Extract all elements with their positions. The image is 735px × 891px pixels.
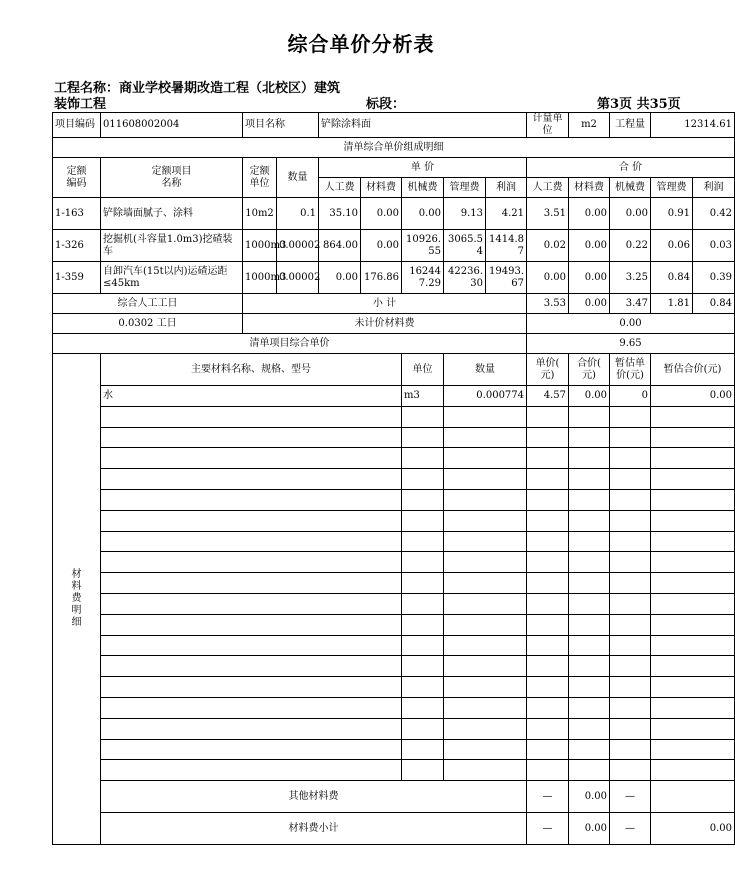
mat-qty: [444, 469, 527, 490]
mat-unit: [402, 448, 444, 469]
mat-total: [569, 760, 610, 781]
mat-unit: m3: [402, 386, 444, 407]
mat-total: [569, 656, 610, 677]
material-row: [53, 677, 735, 698]
mat-qty: 0.000774: [444, 386, 527, 407]
mat-est-total: [651, 656, 735, 677]
mat-qty: [444, 677, 527, 698]
mat-qty: [444, 531, 527, 552]
mat-name: [101, 635, 402, 656]
mat-est-total: [651, 489, 735, 510]
mat-qty: [444, 593, 527, 614]
mat-total: [569, 448, 610, 469]
mat-price: [527, 593, 569, 614]
material-row: [53, 718, 735, 739]
mat-est-total: [651, 614, 735, 635]
mat-est-price: [610, 531, 651, 552]
item-code: 011608002004: [101, 113, 243, 138]
material-row: [53, 489, 735, 510]
mat-name: [101, 427, 402, 448]
mat-est-price: [610, 510, 651, 531]
mat-unit: [402, 531, 444, 552]
side-label-char: 材: [71, 569, 82, 581]
unit-price-cell: 162447.29: [402, 262, 444, 294]
mat-est-price: [610, 489, 651, 510]
sub-col-header: 利润: [486, 178, 527, 198]
mat-est-total: [651, 427, 735, 448]
mat-est-total: [651, 635, 735, 656]
total-price-group: 合 价: [527, 158, 735, 178]
quota-name: 铲除墙面腻子、涂料: [101, 198, 243, 230]
unit-price-cell: 4.21: [486, 198, 527, 230]
mat-qty: [444, 739, 527, 760]
mat-est-price: [610, 593, 651, 614]
unpriced-value: 0.00: [527, 314, 735, 334]
material-subtotal-est-price: —: [610, 813, 651, 845]
mat-est-total: [651, 739, 735, 760]
item-unit-price-label: 清单项目综合单价: [53, 334, 527, 354]
unit-price-row: [53, 334, 735, 354]
mat-name: [101, 489, 402, 510]
other-material-row: [53, 781, 735, 813]
mat-qty: [444, 489, 527, 510]
mat-qty: [444, 510, 527, 531]
material-row: [53, 635, 735, 656]
material-subtotal-price: —: [527, 813, 569, 845]
total-price-cell: 0.42: [693, 198, 735, 230]
mat-name: [101, 718, 402, 739]
mat-col-total: 合价( 元): [569, 354, 610, 386]
total-price-cell: 0.00: [569, 262, 610, 294]
sub-col-header: 机械费: [402, 178, 444, 198]
detail-row: [53, 262, 735, 294]
mat-total: [569, 614, 610, 635]
item-name: 铲除涂料面: [319, 113, 527, 138]
material-row: [53, 573, 735, 594]
quota-code: 1-326: [53, 230, 101, 262]
quota-qty: 0.1: [277, 198, 319, 230]
mat-est-price: [610, 697, 651, 718]
item-unit-price-value: 9.65: [527, 334, 735, 354]
materials-header-row: [53, 354, 735, 386]
analysis-table: [52, 112, 735, 845]
mat-unit: [402, 656, 444, 677]
material-row: [53, 593, 735, 614]
mat-est-price: [610, 427, 651, 448]
side-label-char: 明: [71, 605, 82, 617]
mat-est-price: [610, 677, 651, 698]
total-price-cell: 3.25: [610, 262, 651, 294]
mat-price: [527, 552, 569, 573]
mat-price: [527, 677, 569, 698]
subtotal-cell: 3.47: [610, 294, 651, 314]
section-label: 标段：: [366, 97, 406, 112]
mat-total: [569, 552, 610, 573]
subtotal-cell: 1.81: [651, 294, 693, 314]
mat-name: [101, 448, 402, 469]
mat-col-name: 主要材料名称、规格、型号: [101, 354, 402, 386]
unit-price-cell: 0.00: [361, 230, 402, 262]
unit-price-cell: 176.86: [361, 262, 402, 294]
material-subtotal-total: 0.00: [569, 813, 610, 845]
unit-price-cell: 0.00: [402, 198, 444, 230]
mat-total: [569, 406, 610, 427]
item-name-label: 项目名称: [243, 113, 319, 138]
material-row: [53, 656, 735, 677]
mat-est-total: [651, 593, 735, 614]
col-quota-name: 定额项目 名称: [101, 158, 243, 198]
mat-name: [101, 614, 402, 635]
quota-unit: 1000m3: [243, 262, 277, 294]
mat-qty: [444, 760, 527, 781]
mat-unit: [402, 427, 444, 448]
mat-est-price: [610, 718, 651, 739]
total-price-cell: 0.03: [693, 230, 735, 262]
mat-est-total: [651, 677, 735, 698]
mat-qty: [444, 448, 527, 469]
mat-est-price: [610, 573, 651, 594]
mat-unit: [402, 406, 444, 427]
item-info-row: [53, 113, 735, 138]
total-price-cell: 0.06: [651, 230, 693, 262]
mat-qty: [444, 656, 527, 677]
material-row: [53, 510, 735, 531]
unit-price-cell: 0.00: [319, 262, 361, 294]
mat-est-total: [651, 448, 735, 469]
mat-est-total: [651, 510, 735, 531]
item-code-label: 项目编码: [53, 113, 101, 138]
mat-price: [527, 656, 569, 677]
mat-price: 4.57: [527, 386, 569, 407]
mat-price: [527, 718, 569, 739]
unit-price-cell: 42236.30: [444, 262, 486, 294]
mat-est-total: [651, 760, 735, 781]
sub-col-header: 材料费: [361, 178, 402, 198]
mat-total: [569, 677, 610, 698]
mat-est-price: [610, 448, 651, 469]
mat-col-qty: 数量: [444, 354, 527, 386]
side-label-char: 料: [71, 581, 82, 593]
material-row: [53, 552, 735, 573]
material-row: [53, 614, 735, 635]
mat-qty: [444, 718, 527, 739]
mat-est-price: [610, 739, 651, 760]
mat-price: [527, 697, 569, 718]
total-price-cell: 0.02: [527, 230, 569, 262]
mat-qty: [444, 406, 527, 427]
mat-est-price: [610, 656, 651, 677]
unit-value: m2: [569, 113, 610, 138]
mat-name: [101, 552, 402, 573]
mat-col-est-price: 暂估单 价(元): [610, 354, 651, 386]
mat-price: [527, 448, 569, 469]
material-subtotal-label: 材料费小计: [101, 813, 527, 845]
side-label-char: 费: [71, 593, 82, 605]
mat-qty: [444, 427, 527, 448]
other-material-total: 0.00: [569, 781, 610, 813]
mat-price: [527, 406, 569, 427]
mat-total: [569, 427, 610, 448]
sub-col-header: 人工费: [319, 178, 361, 198]
quota-name: 挖掘机(斗容量1.0m3)挖碴装车: [101, 230, 243, 262]
other-material-est-total: [651, 781, 735, 813]
quota-unit: 1000m3: [243, 230, 277, 262]
mat-est-price: [610, 635, 651, 656]
sub-col-header: 管理费: [444, 178, 486, 198]
mat-est-price: [610, 760, 651, 781]
total-price-cell: 0.84: [651, 262, 693, 294]
mat-price: [527, 635, 569, 656]
detail-row: [53, 198, 735, 230]
mat-unit: [402, 739, 444, 760]
other-material-price: —: [527, 781, 569, 813]
mat-name: [101, 739, 402, 760]
detail-section-title: 清单综合单价组成明细: [53, 138, 735, 158]
quota-name: 自卸汽车(15t以内)运碴运距≤45km: [101, 262, 243, 294]
mat-price: [527, 614, 569, 635]
mat-total: [569, 697, 610, 718]
page-title: 综合单价分析表: [287, 32, 435, 56]
mat-total: [569, 573, 610, 594]
mat-price: [527, 469, 569, 490]
col-quota-code: 定额 编码: [53, 158, 101, 198]
sub-col-header: 机械费: [610, 178, 651, 198]
mat-est-total: 0.00: [651, 386, 735, 407]
material-row: [53, 406, 735, 427]
material-row: [53, 531, 735, 552]
mat-est-total: [651, 469, 735, 490]
mat-name: [101, 593, 402, 614]
mat-est-price: 0: [610, 386, 651, 407]
mat-unit: [402, 760, 444, 781]
mat-est-total: [651, 697, 735, 718]
total-price-cell: 0.22: [610, 230, 651, 262]
mat-price: [527, 531, 569, 552]
material-row: [53, 697, 735, 718]
total-price-cell: 0.00: [610, 198, 651, 230]
material-row: [53, 739, 735, 760]
mat-qty: [444, 635, 527, 656]
mat-est-total: [651, 552, 735, 573]
unit-price-cell: 0.00: [361, 198, 402, 230]
material-row: [53, 760, 735, 781]
total-price-cell: 0.39: [693, 262, 735, 294]
material-subtotal-est-total: 0.00: [651, 813, 735, 845]
mat-price: [527, 760, 569, 781]
mat-unit: [402, 469, 444, 490]
sub-col-header: 利润: [693, 178, 735, 198]
mat-name: [101, 573, 402, 594]
mat-price: [527, 573, 569, 594]
total-price-cell: 3.51: [527, 198, 569, 230]
mat-name: [101, 697, 402, 718]
unit-price-cell: 35.10: [319, 198, 361, 230]
mat-qty: [444, 573, 527, 594]
mat-total: [569, 718, 610, 739]
mat-unit: [402, 718, 444, 739]
mat-price: [527, 739, 569, 760]
sub-col-header: 人工费: [527, 178, 569, 198]
mat-total: [569, 489, 610, 510]
mat-total: 0.00: [569, 386, 610, 407]
other-material-est-price: —: [610, 781, 651, 813]
mat-unit: [402, 635, 444, 656]
qty-label: 工程量: [610, 113, 651, 138]
mat-unit: [402, 677, 444, 698]
subtotal-row: [53, 294, 735, 314]
mat-name: 水: [101, 386, 402, 407]
mat-total: [569, 739, 610, 760]
mat-qty: [444, 614, 527, 635]
material-row: [53, 386, 735, 407]
mat-qty: [444, 697, 527, 718]
total-price-cell: 0.00: [527, 262, 569, 294]
col-quota-unit: 定额 单位: [243, 158, 277, 198]
mat-name: [101, 656, 402, 677]
unit-price-group: 单 价: [319, 158, 527, 178]
materials-side-label: [53, 354, 101, 845]
other-material-label: 其他材料费: [101, 781, 527, 813]
mat-name: [101, 510, 402, 531]
mat-col-unit: 单位: [402, 354, 444, 386]
mat-name: [101, 469, 402, 490]
mat-unit: [402, 593, 444, 614]
material-row: [53, 469, 735, 490]
mat-total: [569, 469, 610, 490]
mat-name: [101, 760, 402, 781]
sub-col-header: 管理费: [651, 178, 693, 198]
mat-est-price: [610, 614, 651, 635]
material-row: [53, 427, 735, 448]
mat-total: [569, 635, 610, 656]
mat-total: [569, 531, 610, 552]
mat-total: [569, 510, 610, 531]
quota-qty: 0.00002: [277, 262, 319, 294]
mat-qty: [444, 552, 527, 573]
mat-col-est-total: 暂估合价(元): [651, 354, 735, 386]
total-price-cell: 0.91: [651, 198, 693, 230]
mat-price: [527, 489, 569, 510]
mat-unit: [402, 573, 444, 594]
unit-price-cell: 19493.67: [486, 262, 527, 294]
labor-day-label: 综合人工工日: [53, 294, 243, 314]
unit-price-cell: 3065.54: [444, 230, 486, 262]
mat-total: [569, 593, 610, 614]
mat-unit: [402, 510, 444, 531]
quota-qty: 0.00002: [277, 230, 319, 262]
mat-est-price: [610, 469, 651, 490]
unpriced-row: [53, 314, 735, 334]
quota-unit: 10m2: [243, 198, 277, 230]
subtotal-cell: 0.84: [693, 294, 735, 314]
total-price-cell: 0.00: [569, 198, 610, 230]
detail-row: [53, 230, 735, 262]
mat-name: [101, 406, 402, 427]
mat-est-total: [651, 573, 735, 594]
material-row: [53, 448, 735, 469]
material-subtotal-row: [53, 813, 735, 845]
mat-est-price: [610, 406, 651, 427]
mat-name: [101, 531, 402, 552]
mat-unit: [402, 552, 444, 573]
mat-est-total: [651, 531, 735, 552]
unpriced-label: 未计价材料费: [243, 314, 527, 334]
qty-value: 12314.61: [651, 113, 735, 138]
mat-est-total: [651, 718, 735, 739]
quota-code: 1-163: [53, 198, 101, 230]
project-name-line1: 工程名称：商业学校暑期改造工程（北校区）建筑: [54, 81, 341, 96]
mat-name: [101, 677, 402, 698]
mat-unit: [402, 489, 444, 510]
subtotal-cell: 0.00: [569, 294, 610, 314]
unit-price-cell: 1414.87: [486, 230, 527, 262]
labor-day-value: 0.0302 工日: [53, 314, 243, 334]
mat-col-price: 单价( 元): [527, 354, 569, 386]
mat-est-price: [610, 552, 651, 573]
sub-col-header: 材料费: [569, 178, 610, 198]
col-qty: 数量: [277, 158, 319, 198]
mat-est-total: [651, 406, 735, 427]
mat-price: [527, 510, 569, 531]
subtotal-label: 小 计: [243, 294, 527, 314]
project-name-line2: 装饰工程: [54, 97, 107, 112]
unit-price-cell: 9.13: [444, 198, 486, 230]
unit-price-cell: 10926.55: [402, 230, 444, 262]
page-info: 第3页 共35页: [597, 97, 681, 112]
total-price-cell: 0.00: [569, 230, 610, 262]
mat-unit: [402, 697, 444, 718]
unit-label: 计量单位: [527, 113, 569, 138]
subtotal-cell: 3.53: [527, 294, 569, 314]
side-label-char: 细: [71, 617, 82, 629]
quota-code: 1-359: [53, 262, 101, 294]
mat-price: [527, 427, 569, 448]
unit-price-cell: 864.00: [319, 230, 361, 262]
mat-unit: [402, 614, 444, 635]
